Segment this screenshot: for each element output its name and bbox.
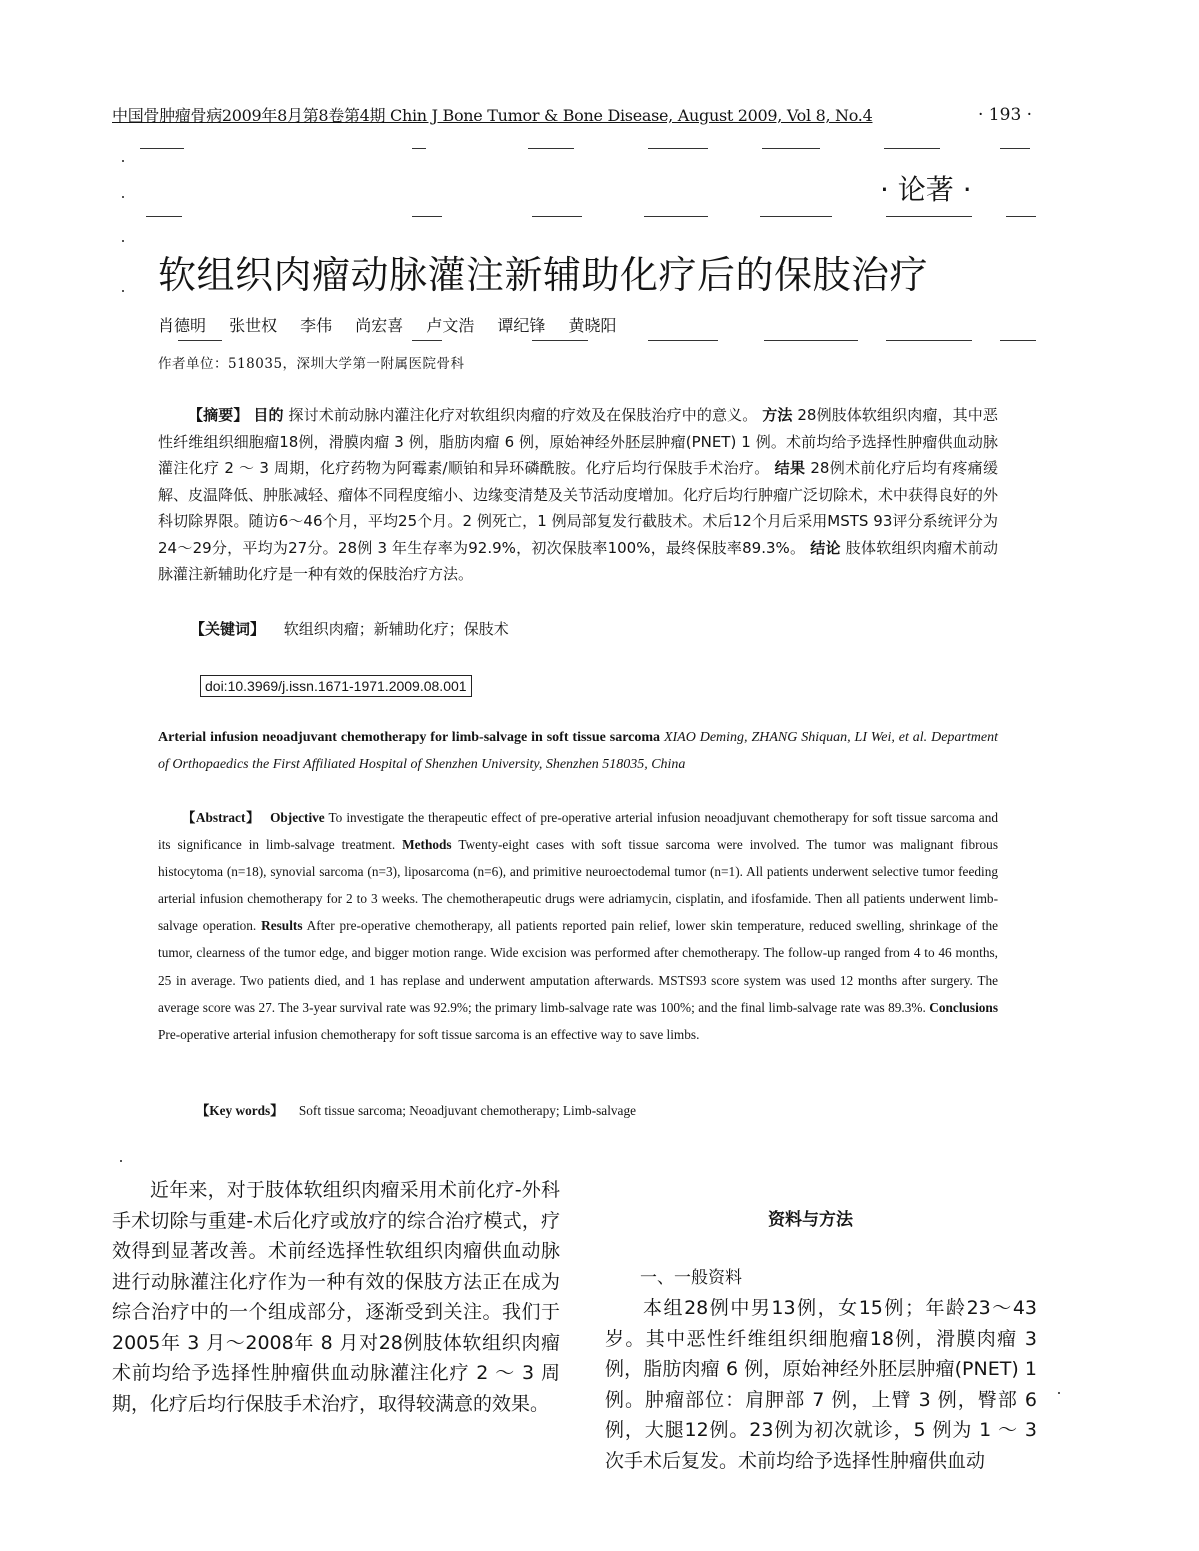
methods-label-cn: 方法	[762, 406, 793, 424]
objective-label-en: Objective	[270, 810, 325, 825]
body-paragraph-intro: 近年来，对于肢体软组织肉瘤采用术前化疗-外科手术切除与重建-术后化疗或放疗的综合治疗模式，疗效得到显著改善。术前经选择性软组织肉瘤供血动脉进行动脉灌注化疗作为一种有效的保肢方法正在成为综合治疗中的一个组成部分，逐渐受到关注。我们于2005年 3 月～2008年 8 月对28例肢体软组织肉瘤术前均给予选择性肿瘤供血动脉灌注化疗 2 ～ 3 周期，化疗后均行保肢手术治疗，取得较满意的效果。	[112, 1179, 560, 1415]
results-text-cn: 28例术前化疗后均有疼痛缓解、皮温降低、肿胀减轻、瘤体不同程度缩小、边缘变清楚及关节活动度增加。化疗后均行肿瘤广泛切除术，术中获得良好的外科切除界限。随访6～46个月，平均25个月。2 例死亡，1 例局部复发行截肢术。术后12个月后采用MSTS 93评分系统评分为24～29分，平均为27分。28例 3 年生存率为92.9%，初次保肢率100%，最终保肢率89.3%。	[158, 459, 999, 557]
methods-label-en: Methods	[402, 837, 452, 853]
objective-label-cn: 目的	[253, 406, 284, 424]
abstract-cn-label: 【摘要】	[188, 406, 249, 424]
authors-en: XIAO Deming, ZHANG Shiquan, LI Wei, et al.	[663, 730, 928, 745]
keywords-label-cn: 【关键词】	[190, 620, 266, 638]
methods-text-cn: 28例肢体软组织肉瘤，其中恶性纤维组织细胞瘤18例，滑膜肉瘤 3 例，脂肪肉瘤 6 例，原始神经外胚层肿瘤(PNET) 1 例。术前均给予选择性肿瘤供血动脉灌注化疗 2 ～ 3 周期，化疗药物为阿霉素/顺铂和异环磷酰胺。化疗后均行保肢手术治疗。	[158, 406, 998, 477]
journal-header: 中国骨肿瘤骨病2009年8月第8卷第4期 Chin J Bone Tumor & Bone Disease, August 2009, Vol 8, No.4	[112, 106, 873, 125]
subsection-heading-general: 一、一般资料	[640, 1268, 742, 1288]
page-number: · 193 ·	[978, 105, 1033, 125]
conclusion-text-en: Pre-operative arterial infusion chemotherapy for soft tissue sarcoma is an effective way to save limbs.	[158, 1026, 700, 1042]
conclusion-label-cn: 结论	[810, 538, 841, 557]
article-title-en: Arterial infusion neoadjuvant chemotherapy for limb-salvage in soft tissue sarcoma	[158, 730, 661, 745]
objective-text-en: To investigate the therapeutic effect of pre-operative arterial infusion neoadjuvant chemotherapy for soft tissue sarcoma and its significance in limb-salvage treatment.	[158, 810, 998, 853]
conclusion-label-en: Conclusions	[929, 999, 998, 1015]
keywords-text-en: Soft tissue sarcoma; Neoadjuvant chemotherapy; Limb-salvage	[298, 1103, 636, 1118]
objective-text-cn: 探讨术前动脉内灌注化疗对软组织肉瘤的疗效及在保肢治疗中的意义。	[288, 406, 758, 424]
affiliation-en: Department of Orthopaedics the First Affiliated Hospital of Shenzhen University, Shenzhen 518035, China	[158, 730, 998, 772]
section-label: · 论著 ·	[880, 173, 972, 206]
keywords-en	[196, 1100, 636, 1119]
authors-cn: 肖德明 张世权 李伟 尚宏喜 卢文浩 谭纪锋 黄晓阳	[158, 316, 617, 335]
abstract-en-label: 【Abstract】	[181, 810, 261, 825]
results-text-en: After pre-operative chemotherapy, all patients reported pain relief, lower skin temperature, reduced swelling, shrinkage of the tumor, clearness of the tumor edge, and bigger motion range. Wide excision was performed after chemotherapy. The follow-up ranged from 4 to 46 months, 25 in average. Two patients died, and 1 has replase and underwent amputation afterwards. MSTS93 score system was used 12 months after surgery. The average score was 27. The 3-year survival rate was 92.9%; the primary limb-salvage rate was 100%; and the final limb-salvage rate was 89.3%.	[158, 918, 999, 1015]
section-heading-methods: 资料与方法	[768, 1210, 853, 1230]
keywords-text-cn: 软组织肉瘤；新辅助化疗；保肢术	[283, 620, 509, 638]
abstract-cn	[158, 402, 998, 588]
methods-text-en: Twenty-eight cases with soft tissue sarcoma were involved. The tumor was malignant fibrous histocytoma (n=18), synovial sarcoma (n=3), liposarcoma (n=6), and primitive neuroectodemal tumor (n=1). All patients underwent selective tumor feeding arterial infusion chemotherapy for 2 to 3 weeks. The chemotherapeutic drugs were adriamycin, cisplatin, and ifosfamide. Then all patients underwent limb-salvage operation.	[158, 837, 999, 934]
article-title-cn: 软组织肉瘤动脉灌注新辅助化疗后的保肢治疗	[158, 253, 929, 297]
conclusion-text-cn: 肢体软组织肉瘤术前动脉灌注新辅助化疗是一种有效的保肢治疗方法。	[158, 538, 998, 583]
results-label-cn: 结果	[774, 459, 806, 477]
body-paragraph-general: 本组28例中男13例，女15例；年龄23～43岁。其中恶性纤维组织细胞瘤18例，滑膜肉瘤 3 例，脂肪肉瘤 6 例，原始神经外胚层肿瘤(PNET) 1 例。肿瘤部位：肩胛部 7 例，上臂 3 例，臀部 6 例，大腿12例。23例为初次就诊，5 例为 1 ～ 3 次手术后复发。术前均给予选择性肿瘤供血动	[605, 1297, 1037, 1472]
keywords-label-en: 【Key words】	[196, 1103, 284, 1118]
abstract-en	[158, 804, 998, 1048]
keywords-cn	[190, 618, 990, 639]
affiliation-cn: 作者单位：518035，深圳大学第一附属医院骨科	[158, 356, 465, 372]
title-block-en	[158, 724, 998, 778]
doi-box: doi:10.3969/j.issn.1671-1971.2009.08.001	[200, 675, 472, 697]
results-label-en: Results	[261, 918, 303, 934]
